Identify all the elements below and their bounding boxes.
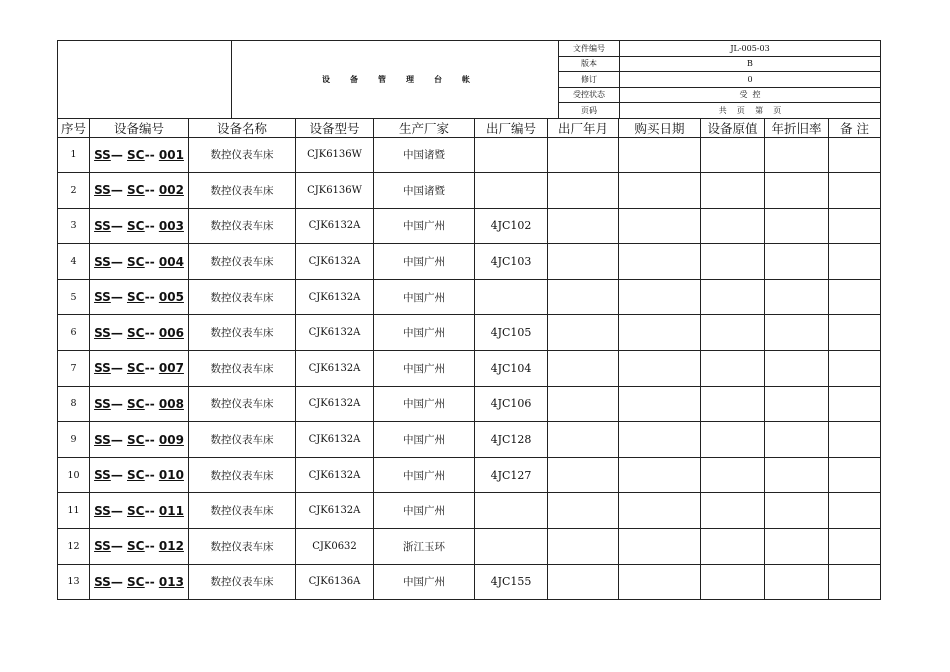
col-header-remarks: 备 注 (829, 118, 881, 137)
row-purchase-date (619, 137, 701, 173)
code-prefix: SS (94, 325, 111, 340)
row-equipment-code (90, 351, 189, 387)
row-purchase-date (619, 457, 701, 493)
row-maker: 浙江玉环 (374, 529, 475, 565)
row-seq: 13 (58, 564, 90, 600)
table-row (58, 422, 881, 458)
row-mfg-date (548, 457, 619, 493)
row-maker: 中国广州 (374, 564, 475, 600)
row-mfg-date (548, 173, 619, 209)
row-model: CJK6132A (296, 422, 374, 458)
col-header-purchase-date: 购买日期 (619, 118, 701, 137)
row-depreciation (765, 351, 829, 387)
row-model: CJK6132A (296, 493, 374, 529)
row-model: CJK6132A (296, 208, 374, 244)
row-purchase-date (619, 422, 701, 458)
row-depreciation (765, 315, 829, 351)
row-depreciation (765, 386, 829, 422)
meta-label: 受控状态 (559, 87, 620, 103)
row-mfg-date (548, 315, 619, 351)
row-equipment-name: 数控仪表车床 (189, 208, 296, 244)
row-original-value (701, 457, 765, 493)
code-dash: -- (144, 290, 159, 305)
table-row (58, 208, 881, 244)
row-model: CJK6132A (296, 279, 374, 315)
code-middle: SC (127, 503, 145, 518)
code-dash: — (110, 147, 127, 162)
row-model: CJK6132A (296, 351, 374, 387)
code-dash: — (110, 361, 127, 376)
row-serial: 4JC102 (475, 208, 548, 244)
code-dash: -- (144, 539, 159, 554)
code-number: 002 (158, 183, 184, 198)
row-maker: 中国广州 (374, 279, 475, 315)
row-serial: 4JC106 (475, 386, 548, 422)
row-purchase-date (619, 315, 701, 351)
code-middle: SC (127, 254, 145, 269)
row-remarks (829, 564, 881, 600)
row-equipment-name: 数控仪表车床 (189, 351, 296, 387)
row-depreciation (765, 529, 829, 565)
row-purchase-date (619, 208, 701, 244)
row-equipment-code (90, 279, 189, 315)
row-mfg-date (548, 279, 619, 315)
row-purchase-date (619, 351, 701, 387)
row-mfg-date (548, 529, 619, 565)
row-serial (475, 529, 548, 565)
code-prefix: SS (94, 468, 111, 483)
code-dash: — (110, 254, 127, 269)
row-mfg-date (548, 244, 619, 280)
code-dash: -- (144, 468, 159, 483)
row-depreciation (765, 137, 829, 173)
table-row (58, 244, 881, 280)
row-equipment-name: 数控仪表车床 (189, 457, 296, 493)
meta-value: JL-005-03 (620, 41, 881, 57)
row-maker: 中国广州 (374, 386, 475, 422)
row-maker: 中国广州 (374, 208, 475, 244)
code-middle: SC (127, 396, 145, 411)
row-mfg-date (548, 386, 619, 422)
row-equipment-code (90, 173, 189, 209)
meta-value: 0 (620, 72, 881, 88)
row-seq: 8 (58, 386, 90, 422)
col-header-seq: 序号 (58, 118, 90, 137)
table-row (58, 351, 881, 387)
meta-label: 版本 (559, 56, 620, 72)
row-model: CJK6136W (296, 173, 374, 209)
row-equipment-name: 数控仪表车床 (189, 386, 296, 422)
row-mfg-date (548, 208, 619, 244)
row-equipment-name: 数控仪表车床 (189, 422, 296, 458)
row-seq: 5 (58, 279, 90, 315)
row-equipment-code (90, 244, 189, 280)
row-mfg-date (548, 137, 619, 173)
row-purchase-date (619, 493, 701, 529)
col-header-model: 设备型号 (296, 118, 374, 137)
row-model: CJK6136W (296, 137, 374, 173)
code-dash: -- (144, 218, 159, 233)
code-middle: SC (127, 361, 145, 376)
row-seq: 2 (58, 173, 90, 209)
table-row (58, 386, 881, 422)
row-purchase-date (619, 279, 701, 315)
row-model: CJK6136A (296, 564, 374, 600)
code-dash: — (110, 432, 127, 447)
row-original-value (701, 529, 765, 565)
code-number: 005 (158, 290, 184, 305)
row-mfg-date (548, 564, 619, 600)
col-header-mfg-date: 出厂年月 (548, 118, 619, 137)
row-original-value (701, 173, 765, 209)
equipment-ledger-sheet (57, 40, 880, 600)
row-depreciation (765, 173, 829, 209)
row-model: CJK6132A (296, 244, 374, 280)
code-dash: — (110, 290, 127, 305)
row-remarks (829, 386, 881, 422)
code-dash: -- (144, 503, 159, 518)
row-serial: 4JC105 (475, 315, 548, 351)
row-original-value (701, 493, 765, 529)
row-remarks (829, 422, 881, 458)
row-remarks (829, 315, 881, 351)
row-purchase-date (619, 386, 701, 422)
row-depreciation (765, 279, 829, 315)
row-remarks (829, 244, 881, 280)
row-maker: 中国广州 (374, 351, 475, 387)
row-serial (475, 137, 548, 173)
row-original-value (701, 422, 765, 458)
code-dash: — (110, 539, 127, 554)
code-middle: SC (127, 218, 145, 233)
row-remarks (829, 279, 881, 315)
table-row (58, 137, 881, 173)
row-equipment-code (90, 386, 189, 422)
row-remarks (829, 493, 881, 529)
row-model: CJK6132A (296, 386, 374, 422)
row-equipment-code (90, 208, 189, 244)
row-equipment-code (90, 457, 189, 493)
code-number: 004 (158, 254, 184, 269)
row-equipment-code (90, 422, 189, 458)
code-prefix: SS (94, 183, 111, 198)
col-header-maker: 生产厂家 (374, 118, 475, 137)
table-row (58, 457, 881, 493)
row-mfg-date (548, 422, 619, 458)
code-dash: — (110, 218, 127, 233)
row-seq: 7 (58, 351, 90, 387)
col-header-depreciation: 年折旧率 (765, 118, 829, 137)
row-equipment-code (90, 529, 189, 565)
code-number: 008 (158, 396, 184, 411)
code-dash: — (110, 574, 127, 589)
row-seq: 9 (58, 422, 90, 458)
row-maker: 中国广州 (374, 422, 475, 458)
table-row (58, 493, 881, 529)
row-seq: 6 (58, 315, 90, 351)
meta-value: 共 页 第 页 (620, 103, 881, 119)
row-equipment-name: 数控仪表车床 (189, 279, 296, 315)
row-original-value (701, 208, 765, 244)
code-middle: SC (127, 432, 145, 447)
code-dash: — (110, 183, 127, 198)
code-middle: SC (127, 183, 145, 198)
document-header (57, 40, 881, 119)
code-dash: — (110, 503, 127, 518)
code-prefix: SS (94, 503, 111, 518)
row-serial: 4JC128 (475, 422, 548, 458)
code-dash: -- (144, 183, 159, 198)
row-equipment-code (90, 137, 189, 173)
code-number: 001 (158, 147, 184, 162)
row-original-value (701, 244, 765, 280)
col-header-name: 设备名称 (189, 118, 296, 137)
code-number: 003 (158, 218, 184, 233)
column-header-row (58, 118, 881, 137)
row-maker: 中国诸暨 (374, 173, 475, 209)
code-number: 011 (158, 503, 184, 518)
row-serial (475, 493, 548, 529)
row-purchase-date (619, 529, 701, 565)
table-row (58, 173, 881, 209)
code-number: 006 (158, 325, 184, 340)
col-header-original-value: 设备原值 (701, 118, 765, 137)
code-dash: -- (144, 147, 159, 162)
row-model: CJK6132A (296, 457, 374, 493)
row-equipment-name: 数控仪表车床 (189, 493, 296, 529)
row-equipment-name: 数控仪表车床 (189, 529, 296, 565)
row-maker: 中国广州 (374, 244, 475, 280)
row-depreciation (765, 457, 829, 493)
table-row (58, 279, 881, 315)
row-seq: 3 (58, 208, 90, 244)
code-dash: — (110, 468, 127, 483)
row-depreciation (765, 208, 829, 244)
meta-value: B (620, 56, 881, 72)
row-mfg-date (548, 351, 619, 387)
row-seq: 10 (58, 457, 90, 493)
code-dash: — (110, 325, 127, 340)
code-dash: -- (144, 361, 159, 376)
ledger-table (57, 118, 881, 601)
code-prefix: SS (94, 290, 111, 305)
row-purchase-date (619, 173, 701, 209)
code-number: 007 (158, 361, 184, 376)
row-depreciation (765, 244, 829, 280)
code-number: 010 (158, 468, 184, 483)
document-title: 设备管理台帐 (232, 41, 559, 119)
row-remarks (829, 351, 881, 387)
meta-label: 文件编号 (559, 41, 620, 57)
code-middle: SC (127, 147, 145, 162)
row-serial: 4JC127 (475, 457, 548, 493)
row-model: CJK0632 (296, 529, 374, 565)
code-dash: — (110, 396, 127, 411)
row-original-value (701, 564, 765, 600)
row-maker: 中国广州 (374, 315, 475, 351)
row-depreciation (765, 422, 829, 458)
code-number: 013 (158, 574, 184, 589)
code-middle: SC (127, 574, 145, 589)
row-maker: 中国广州 (374, 457, 475, 493)
row-seq: 12 (58, 529, 90, 565)
row-mfg-date (548, 493, 619, 529)
row-serial: 4JC155 (475, 564, 548, 600)
row-remarks (829, 529, 881, 565)
code-dash: -- (144, 325, 159, 340)
col-header-serial: 出厂编号 (475, 118, 548, 137)
code-middle: SC (127, 325, 145, 340)
row-equipment-code (90, 493, 189, 529)
meta-value: 受 控 (620, 87, 881, 103)
row-remarks (829, 137, 881, 173)
table-row (58, 564, 881, 600)
code-dash: -- (144, 396, 159, 411)
row-seq: 4 (58, 244, 90, 280)
code-dash: -- (144, 432, 159, 447)
code-dash: -- (144, 254, 159, 269)
row-original-value (701, 386, 765, 422)
row-original-value (701, 137, 765, 173)
row-maker: 中国广州 (374, 493, 475, 529)
row-depreciation (765, 493, 829, 529)
logo-area (58, 41, 232, 119)
meta-label: 修订 (559, 72, 620, 88)
code-prefix: SS (94, 574, 111, 589)
row-original-value (701, 279, 765, 315)
code-prefix: SS (94, 218, 111, 233)
code-number: 012 (158, 539, 184, 554)
code-prefix: SS (94, 147, 111, 162)
row-equipment-code (90, 315, 189, 351)
row-seq: 1 (58, 137, 90, 173)
code-prefix: SS (94, 432, 111, 447)
code-number: 009 (158, 432, 184, 447)
row-serial: 4JC104 (475, 351, 548, 387)
row-seq: 11 (58, 493, 90, 529)
row-remarks (829, 208, 881, 244)
code-prefix: SS (94, 361, 111, 376)
code-prefix: SS (94, 396, 111, 411)
row-serial: 4JC103 (475, 244, 548, 280)
row-remarks (829, 173, 881, 209)
meta-label: 页码 (559, 103, 620, 119)
row-original-value (701, 351, 765, 387)
row-serial (475, 173, 548, 209)
code-middle: SC (127, 468, 145, 483)
row-maker: 中国诸暨 (374, 137, 475, 173)
row-remarks (829, 457, 881, 493)
row-purchase-date (619, 244, 701, 280)
row-original-value (701, 315, 765, 351)
row-model: CJK6132A (296, 315, 374, 351)
row-equipment-name: 数控仪表车床 (189, 564, 296, 600)
code-prefix: SS (94, 254, 111, 269)
table-row (58, 529, 881, 565)
code-prefix: SS (94, 539, 111, 554)
col-header-code: 设备编号 (90, 118, 189, 137)
row-equipment-name: 数控仪表车床 (189, 137, 296, 173)
code-dash: -- (144, 574, 159, 589)
code-middle: SC (127, 539, 145, 554)
code-middle: SC (127, 290, 145, 305)
row-depreciation (765, 564, 829, 600)
row-purchase-date (619, 564, 701, 600)
row-equipment-name: 数控仪表车床 (189, 244, 296, 280)
row-equipment-name: 数控仪表车床 (189, 315, 296, 351)
row-serial (475, 279, 548, 315)
row-equipment-name: 数控仪表车床 (189, 173, 296, 209)
row-equipment-code (90, 564, 189, 600)
table-row (58, 315, 881, 351)
